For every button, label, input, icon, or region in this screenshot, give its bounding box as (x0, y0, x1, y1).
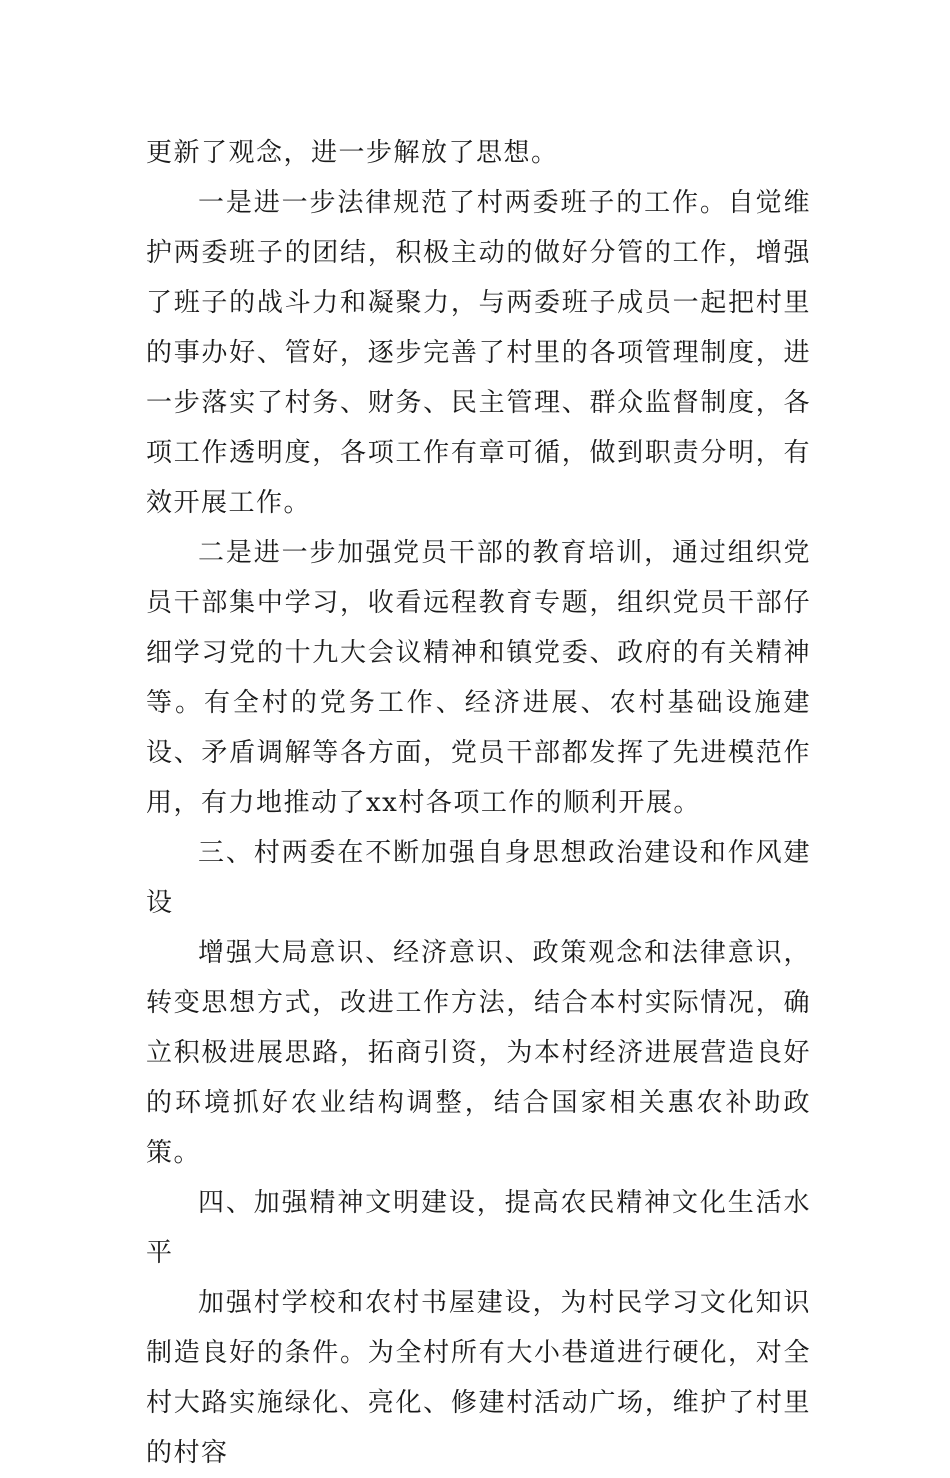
section-heading-three: 三、村两委在不断加强自身思想政治建设和作风建设 (146, 838, 811, 918)
paragraph-point-one: 一是进一步法律规范了村两委班子的工作。自觉维护两委班子的团结，积极主动的做好分管的工作，增强了班子的战斗力和凝聚力，与两委班子成员一起把村里的事办好、管好，逐步完善了村里的各项管理制度，进一步落实了村务、财务、民主管理、群众监督制度，各项工作透明度，各项工作有章可循，做到职责分明，有效开展工作。 (146, 188, 811, 518)
section-heading-four: 四、加强精神文明建设，提高农民精神文化生活水平 (146, 1188, 811, 1268)
paragraph-section-four-body: 加强村学校和农村书屋建设，为村民学习文化知识制造良好的条件。为全村所有大小巷道进行硬化，对全村大路实施绿化、亮化、修建村活动广场，维护了村里的村容 (146, 1288, 811, 1468)
document-body (146, 128, 811, 1478)
paragraph-section-three-body: 增强大局意识、经济意识、政策观念和法律意识，转变思想方式，改进工作方法，结合本村实际情况，确立积极进展思路，拓商引资，为本村经济进展营造良好的环境抓好农业结构调整，结合国家相关惠农补助政策。 (146, 938, 811, 1168)
paragraph-continuation: 更新了观念，进一步解放了思想。 (146, 138, 559, 168)
paragraph-point-two: 二是进一步加强党员干部的教育培训，通过组织党员干部集中学习，收看远程教育专题，组织党员干部仔细学习党的十九大会议精神和镇党委、政府的有关精神等。有全村的党务工作、经济进展、农村基础设施建设、矛盾调解等各方面，党员干部都发挥了先进模范作用，有力地推动了xx村各项工作的顺利开展。 (146, 538, 811, 818)
